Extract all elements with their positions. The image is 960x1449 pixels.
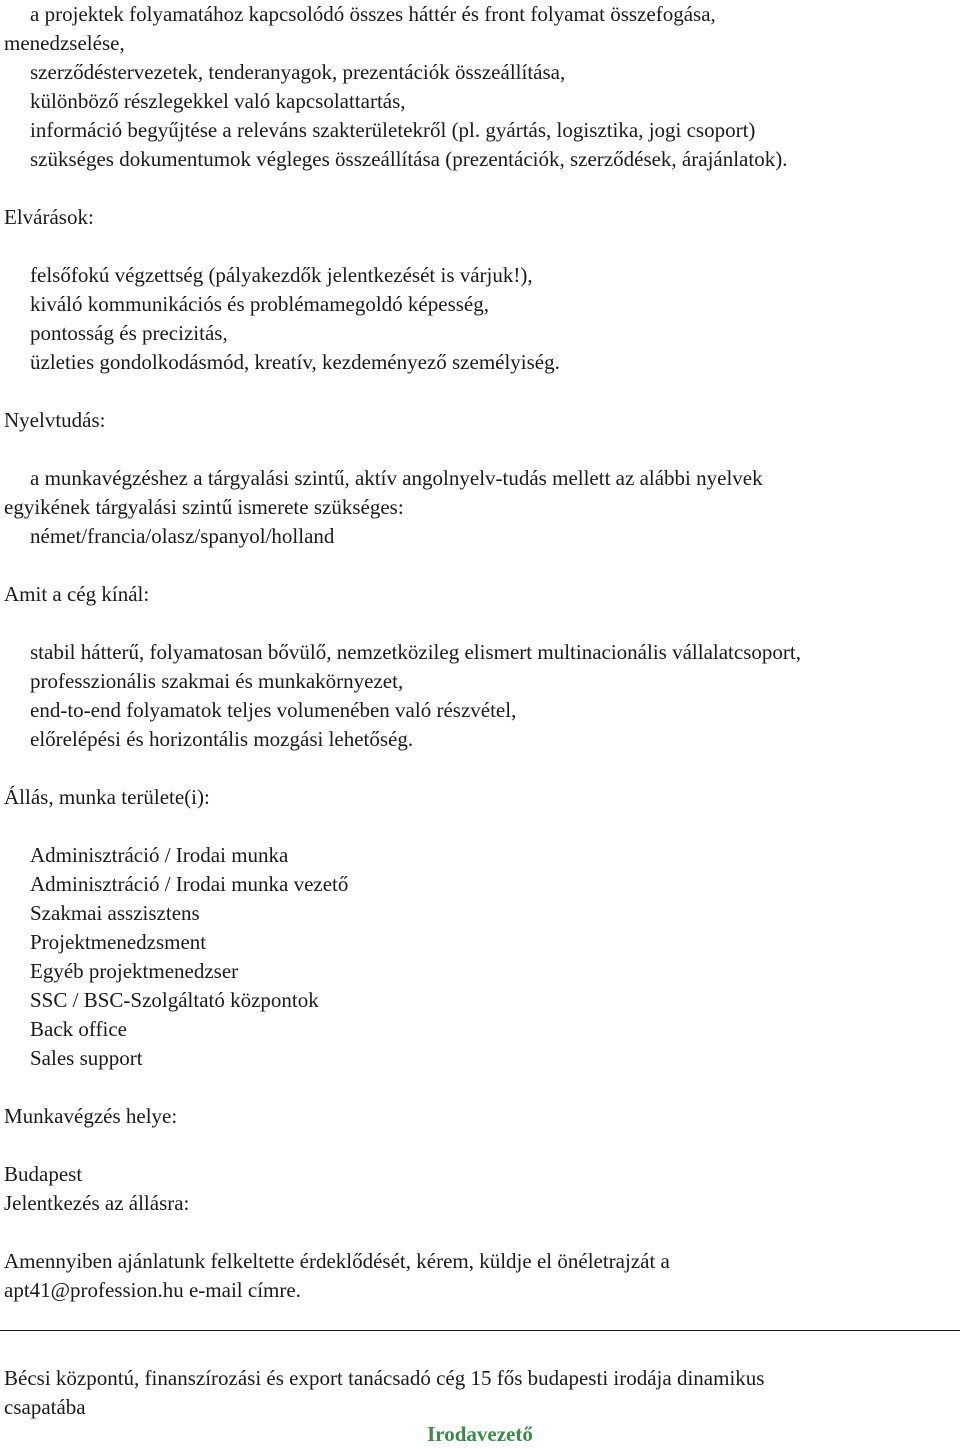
area-item: Sales support [30, 1046, 143, 1070]
apply-line-email: apt41@profession.hu e-mail címre. [4, 1278, 301, 1302]
section-heading-offer: Amit a cég kínál: [4, 582, 150, 606]
area-item: Adminisztráció / Irodai munka vezető [30, 872, 349, 896]
language-line: egyikének tárgyalási szintű ismerete szükséges: [4, 495, 404, 519]
area-item: Projektmenedzsment [30, 930, 207, 954]
location-value: Budapest [4, 1162, 83, 1186]
intro-line: információ begyűjtése a releváns szakterületekről (pl. gyártás, logisztika, jogi csoport) [30, 118, 756, 142]
expectation-line: üzleties gondolkodásmód, kreatív, kezdeményező személyiség. [30, 350, 560, 374]
section-heading-expectations: Elvárások: [4, 205, 94, 229]
section-heading-location: Munkavégzés helye: [4, 1104, 178, 1128]
offer-line: end-to-end folyamatok teljes volumenében való részvétel, [30, 698, 517, 722]
intro-line: szerződéstervezetek, tenderanyagok, prezentációk összeállítása, [30, 60, 566, 84]
area-item: Egyéb projektmenedzser [30, 959, 239, 983]
intro-line: menedzselése, [4, 31, 125, 55]
intro-line: különböző részlegekkel való kapcsolattartás, [30, 89, 406, 113]
intro-line: szükséges dokumentumok végleges összeállítása (prezentációk, szerződések, árajánlatok). [30, 147, 788, 171]
expectation-line: pontosság és precizitás, [30, 321, 228, 345]
offer-line: előrelépési és horizontális mozgási lehetőség. [30, 727, 414, 751]
section-heading-apply: Jelentkezés az állásra: [4, 1191, 190, 1215]
section-heading-areas: Állás, munka területe(i): [4, 785, 210, 809]
next-ad-line: csapatába [4, 1395, 86, 1419]
area-item: Adminisztráció / Irodai munka [30, 843, 289, 867]
area-item: SSC / BSC-Szolgáltató központok [30, 988, 319, 1012]
language-line: a munkavégzéshez a tárgyalási szintű, aktív angolnyelv-tudás mellett az alábbi nyelvek [30, 466, 763, 490]
offer-line: professzionális szakmai és munkakörnyezet, [30, 669, 404, 693]
area-item: Back office [30, 1017, 127, 1041]
language-line: német/francia/olasz/spanyol/holland [30, 524, 335, 548]
expectation-line: felsőfokú végzettség (pályakezdők jelentkezését is várjuk!), [30, 263, 533, 287]
intro-line: a projektek folyamatához kapcsolódó összes háttér és front folyamat összefogása, [30, 2, 716, 26]
area-item: Szakmai asszisztens [30, 901, 200, 925]
section-divider [0, 1330, 960, 1331]
next-ad-line: Bécsi központú, finanszírozási és export tanácsadó cég 15 fős budapesti irodája dinamikus [4, 1366, 765, 1390]
next-ad-title: Irodavezető [427, 1422, 533, 1446]
section-heading-languages: Nyelvtudás: [4, 408, 106, 432]
expectation-line: kiváló kommunikációs és problémamegoldó képesség, [30, 292, 489, 316]
apply-line: Amennyiben ajánlatunk felkeltette érdeklődését, kérem, küldje el önéletrajzát a [4, 1249, 670, 1273]
offer-line: stabil hátterű, folyamatosan bővülő, nemzetközileg elismert multinacionális vállalatcsoport, [30, 640, 801, 664]
